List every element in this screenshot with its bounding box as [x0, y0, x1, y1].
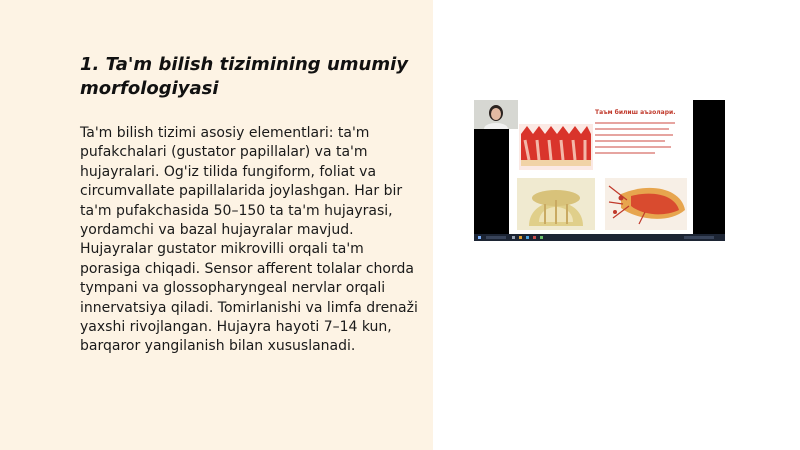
video-slide-frame [509, 100, 693, 234]
video-taskbar [474, 234, 725, 241]
nerve-diagram-illustration [605, 178, 687, 230]
taste-bud-section-illustration [519, 124, 593, 170]
taskbar-icons [474, 234, 725, 241]
presenter-figure [474, 100, 518, 129]
slide-paragraph: Ta'm bilish tizimi asosiy elementlari: ta'm pufakchalari (gustator papillalar) va ta'm hujayralari. Og'iz tilida fungiform, foliat va circumvallate papillalarida joylashgan. Har bir ta'm pufakchasida 50–150 ta ta'm hujayrasi, yordamchi va bazal hujayralar mavjud. Hujayralar gustator mikrovilli orqali ta'm porasiga chiqadi. Sensor afferent tolalar chorda tympani va glossopharyngeal nervlar orqali innervatsiya qiladi. Tomirlanishi va limfa drenaži yaxshi rivojlangan. Hujayra hayoti 7–14 kun, barqaror yangilanish bilan xususlanadi. [80, 125, 418, 355]
slide-heading: 1. Ta'm bilish tizimining umumiy morfologiyasi [80, 54, 408, 99]
slide-illustrations [509, 100, 693, 234]
papilla-illustration [517, 178, 595, 230]
embedded-video[interactable] [474, 100, 725, 241]
webcam-presenter-thumbnail [474, 100, 518, 129]
video-slide-title: Таъм билиш аъзолари. [595, 109, 676, 116]
